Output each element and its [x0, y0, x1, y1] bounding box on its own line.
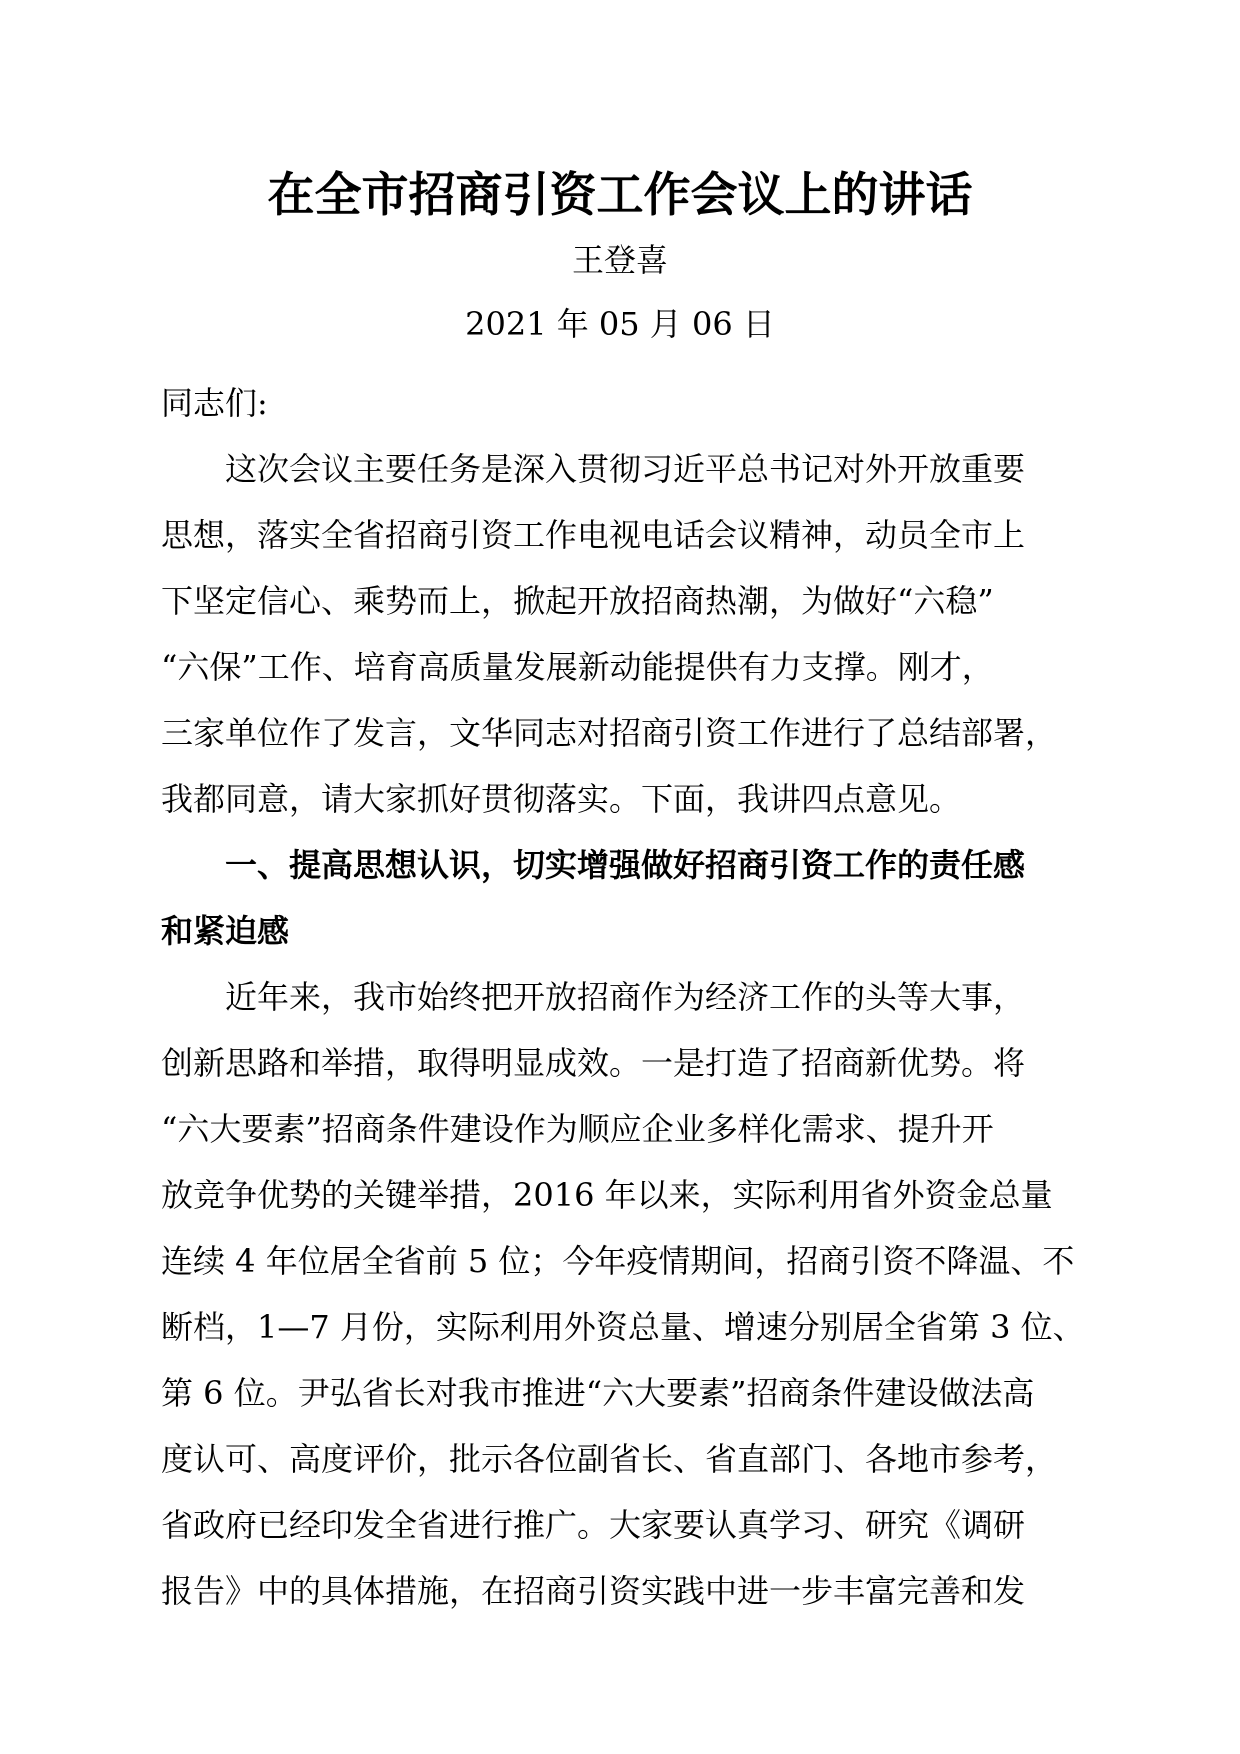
document-title: 在全市招商引资工作会议上的讲话: [267, 168, 973, 223]
heading-line: 和紧迫感: [161, 912, 290, 950]
section-heading-1: [161, 832, 1101, 964]
paragraph-line: 创新思路和举措，取得明显成效。一是打造了招商新优势。将: [161, 1044, 1026, 1082]
paragraph-line: “六保”工作、培育高质量发展新动能提供有力支撑。刚才，: [161, 648, 994, 686]
paragraph-line: 度认可、高度评价，批示各位副省长、省直部门、各地市参考，: [161, 1440, 1058, 1478]
paragraph-line: 放竞争优势的关键举措，2016 年以来，实际利用省外资金总量: [161, 1176, 1053, 1214]
paragraph-2: [161, 964, 1101, 1624]
paragraph-line: 下坚定信心、乘势而上，掀起开放招商热潮，为做好“六稳”: [161, 582, 994, 620]
paragraph-line: 我都同意，请大家抓好贯彻落实。下面，我讲四点意见。: [161, 780, 962, 818]
paragraph-line: 近年来，我市始终把开放招商作为经济工作的头等大事，: [161, 978, 1026, 1016]
paragraph-1: [161, 436, 1101, 832]
heading-line: 一、提高思想认识，切实增强做好招商引资工作的责任感: [161, 846, 1026, 884]
paragraph-line: 三家单位作了发言，文华同志对招商引资工作进行了总结部署，: [161, 714, 1058, 752]
paragraph-line: 省政府已经印发全省进行推广。大家要认真学习、研究《调研: [161, 1506, 1026, 1544]
salutation: 同志们:: [161, 384, 268, 422]
document-body: [161, 370, 1101, 1624]
paragraph-line: “六大要素”招商条件建设作为顺应企业多样化需求、提升开: [161, 1110, 994, 1148]
paragraph-line: 这次会议主要任务是深入贯彻习近平总书记对外开放重要: [161, 450, 1026, 488]
paragraph-line: 断档，1—7 月份，实际利用外资总量、增速分别居全省第 3 位、: [161, 1308, 1085, 1346]
paragraph-line: 思想，落实全省招商引资工作电视电话会议精神，动员全市上: [161, 516, 1026, 554]
document-author: 王登喜: [571, 241, 668, 279]
document-date: 2021 年 05 月 06 日: [465, 305, 775, 343]
paragraph-line: 第 6 位。尹弘省长对我市推进“六大要素”招商条件建设做法高: [161, 1374, 1035, 1412]
paragraph-line: 连续 4 年位居全省前 5 位；今年疫情期间，招商引资不降温、不: [161, 1242, 1075, 1280]
paragraph-line: 报告》中的具体措施，在招商引资实践中进一步丰富完善和发: [161, 1572, 1026, 1610]
